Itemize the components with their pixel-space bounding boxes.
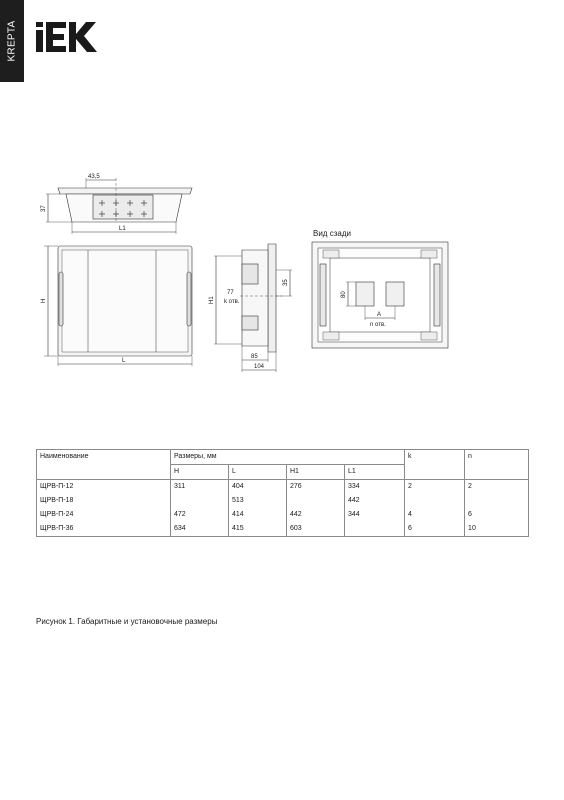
row-l1: 344 <box>345 508 405 522</box>
row-l: 415 <box>229 522 287 537</box>
dim-l: L <box>122 358 126 364</box>
row-l: 404 <box>229 480 287 495</box>
row-name: ЩРВ-П-24 <box>37 508 171 522</box>
row-h1: 276 <box>287 480 345 495</box>
row-l: 513 <box>229 494 287 508</box>
row-name: ЩРВ-П-36 <box>37 522 171 537</box>
row-l1 <box>345 522 405 537</box>
back-view <box>312 242 448 348</box>
dim-35: 35 <box>283 279 289 286</box>
row-k <box>405 494 465 508</box>
subheader-h1: H1 <box>287 465 345 480</box>
row-h1: 603 <box>287 522 345 537</box>
dim-37: 37 <box>41 205 47 212</box>
table-header-row <box>37 450 529 465</box>
row-n: 10 <box>465 522 529 537</box>
row-l: 414 <box>229 508 287 522</box>
dim-85: 85 <box>251 354 258 360</box>
row-k: 4 <box>405 508 465 522</box>
dimensions-table <box>36 449 529 537</box>
subheader-h: H <box>171 465 229 480</box>
dim-a: A <box>377 312 382 318</box>
row-name: ЩРВ-П-18 <box>37 494 171 508</box>
row-h: 311 <box>171 480 229 495</box>
row-n <box>465 494 529 508</box>
table-row <box>37 494 529 508</box>
dim-n-holes: n отв. <box>370 322 386 328</box>
dim-l1: L1 <box>119 226 126 232</box>
header-sizes: Размеры, мм <box>171 450 405 465</box>
side-tab <box>0 0 24 82</box>
header-k: k <box>405 450 465 480</box>
subheader-l1: L1 <box>345 465 405 480</box>
dim-80: 80 <box>341 291 347 298</box>
dim-k-holes: k отв. <box>224 299 240 305</box>
dim-43-5: 43,5 <box>88 174 100 180</box>
side-tab-label: KREPTA <box>6 20 18 62</box>
row-h1: 442 <box>287 508 345 522</box>
iek-logo <box>36 22 98 52</box>
table-row <box>37 480 529 495</box>
row-n: 2 <box>465 480 529 495</box>
dimension-drawing <box>0 160 564 380</box>
dim-h: H <box>41 298 47 303</box>
front-view <box>44 246 192 366</box>
header-n: n <box>465 450 529 480</box>
side-view <box>214 244 292 372</box>
back-view-label: Вид сзади <box>313 229 351 238</box>
table-row <box>37 522 529 537</box>
subheader-l: L <box>229 465 287 480</box>
dim-h1: H1 <box>209 296 215 304</box>
row-h1 <box>287 494 345 508</box>
header-name: Наименование <box>37 450 171 480</box>
row-h: 472 <box>171 508 229 522</box>
row-n: 6 <box>465 508 529 522</box>
row-l1: 334 <box>345 480 405 495</box>
row-k: 2 <box>405 480 465 495</box>
row-k: 6 <box>405 522 465 537</box>
row-h <box>171 494 229 508</box>
table-row <box>37 508 529 522</box>
figure-caption: Рисунок 1. Габаритные и установочные размеры <box>36 617 218 626</box>
row-h: 634 <box>171 522 229 537</box>
dim-104: 104 <box>254 364 265 370</box>
dim-77: 77 <box>227 290 234 296</box>
row-name: ЩРВ-П-12 <box>37 480 171 495</box>
row-l1: 442 <box>345 494 405 508</box>
